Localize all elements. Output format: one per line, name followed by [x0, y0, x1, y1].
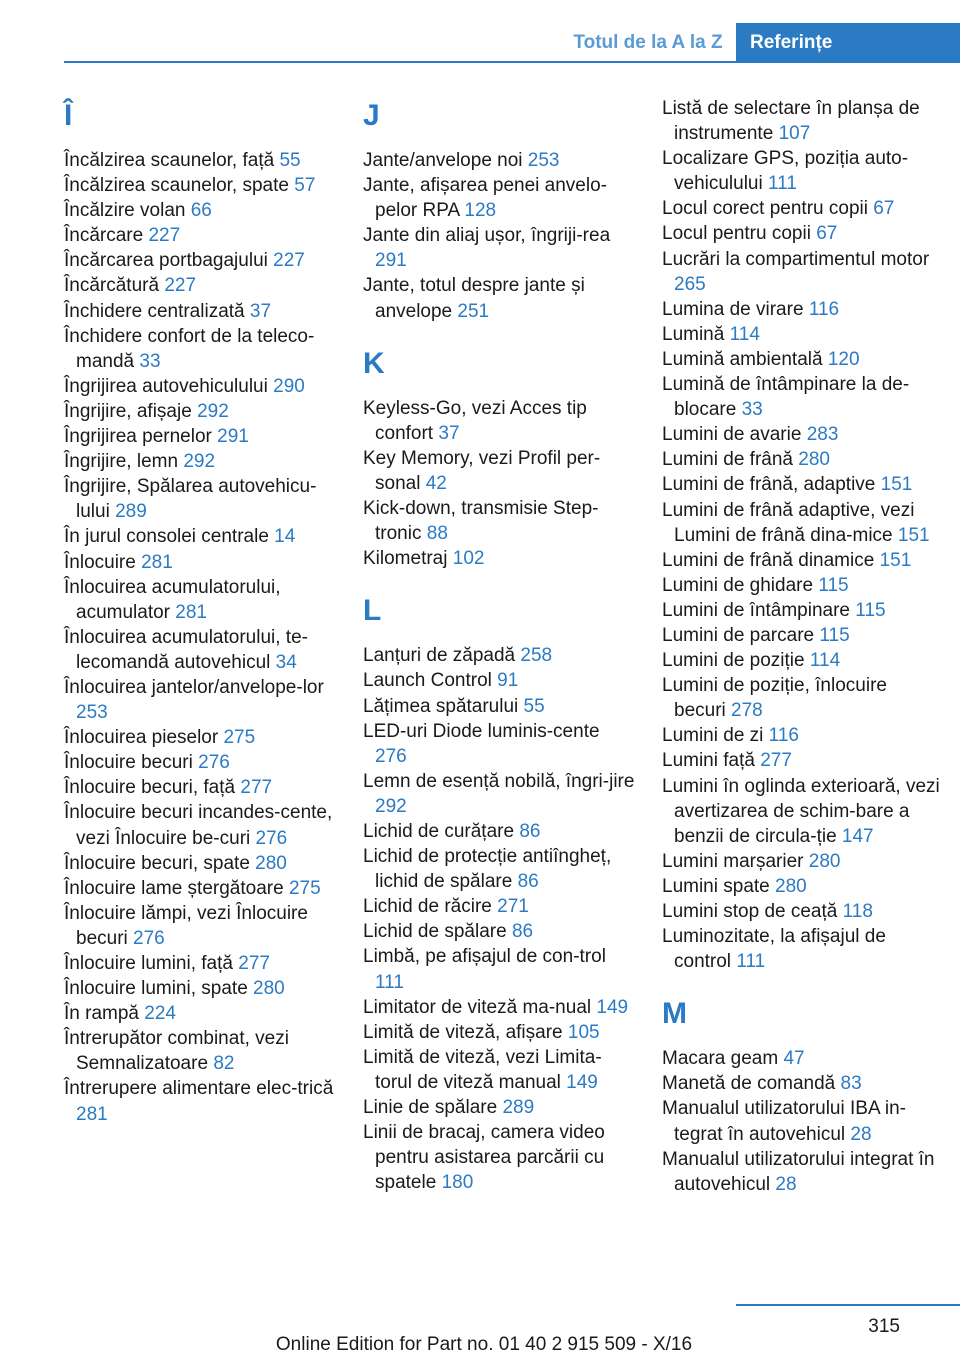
page-reference-link[interactable]: 86: [511, 921, 534, 943]
page-reference-link[interactable]: 115: [855, 599, 886, 621]
index-entry: [64, 248, 336, 273]
page-reference-link[interactable]: 107: [778, 123, 811, 145]
index-entry: [64, 424, 336, 449]
page-reference-link[interactable]: 33: [139, 350, 161, 372]
entry-term: Lumină de întâmpinare la de-blocare: [662, 374, 910, 421]
page-reference-link[interactable]: 120: [827, 348, 860, 370]
index-entry: [64, 775, 336, 800]
entry-term: Lumini marșarier: [662, 850, 804, 872]
entry-term: Jante, afișarea penei anvelo-pelor RPA: [363, 175, 607, 222]
index-letter-heading: K: [363, 346, 385, 380]
entry-term: Întrerupere alimentare elec-trică: [64, 1078, 334, 1100]
index-column-2: [363, 96, 635, 1195]
entry-term: Lemn de esență nobilă, îngri-jire: [363, 770, 635, 792]
page-reference-link[interactable]: 280: [255, 852, 287, 874]
index-entry: [662, 447, 942, 472]
index-entry: [363, 396, 635, 446]
entry-term: Macara geam: [662, 1048, 779, 1070]
index-entry: [662, 548, 942, 573]
entry-term: Înlocuirea pieselor: [64, 727, 219, 749]
entry-term: Încărcătură: [64, 275, 160, 297]
entry-term: Manualul utilizatorului IBA in-tegrat în autovehicul: [662, 1098, 906, 1145]
index-entry: [363, 919, 635, 944]
index-group: [662, 96, 942, 974]
index-entry: [64, 951, 336, 976]
index-entry: [363, 496, 635, 546]
index-entry: [363, 668, 635, 693]
index-entry: [662, 673, 942, 723]
edition-text: Online Edition for Part no. 01 40 2 915 509 - X/16: [275, 1334, 693, 1355]
index-entry: [64, 1076, 336, 1126]
entry-term: Lumini de poziție, înlocuire becuri: [662, 675, 887, 722]
entry-term: Înlocuire becuri, față: [64, 777, 236, 799]
page-reference-link[interactable]: 28: [850, 1123, 872, 1145]
index-entry: [363, 1045, 635, 1095]
entry-term: Lumini de avarie: [662, 424, 802, 446]
entry-term: Limitator de viteză ma-nual: [363, 996, 592, 1018]
index-entry: [64, 675, 336, 725]
index-entry: [662, 297, 942, 322]
index-entry: [64, 550, 336, 575]
entry-term: Limbă, pe afișajul de con-trol: [363, 946, 606, 968]
entry-term: Manualul utilizatorului integrat în autovehicul: [662, 1148, 935, 1195]
page-reference-link[interactable]: 28: [775, 1173, 797, 1195]
entry-term: Înlocuire lumini, spate: [64, 978, 248, 1000]
index-letter-heading: J: [363, 99, 380, 132]
page-reference-link[interactable]: 291: [375, 250, 407, 272]
index-entry: [363, 694, 635, 719]
entry-term: Înlocuire lumini, față: [64, 953, 233, 974]
page-reference-link[interactable]: 105: [567, 1021, 600, 1043]
index-entry: [662, 347, 942, 372]
page-reference-link[interactable]: 290: [273, 375, 305, 397]
index-entry: [662, 1147, 942, 1197]
entry-term: Lichid de curățare: [363, 820, 515, 842]
index-entry: [363, 546, 635, 571]
page-reference-link[interactable]: 276: [375, 745, 407, 767]
page-reference-link[interactable]: 37: [438, 422, 460, 444]
page-reference-link[interactable]: 292: [197, 400, 229, 422]
page-reference-link[interactable]: 277: [760, 750, 792, 772]
page-reference-link[interactable]: 151: [880, 474, 913, 496]
page-reference-link[interactable]: 276: [198, 752, 230, 774]
entry-term: Îngrijire, Spălarea autovehicu-lului: [64, 476, 317, 523]
index-entry: [662, 623, 942, 648]
entry-term: Înlocuirea acumulatorului, te-lecomandă autovehicul: [64, 626, 308, 673]
entry-term: Încălzirea scaunelor, spate: [64, 175, 289, 197]
index-entry: [662, 748, 942, 773]
entry-term: Lumini de frână adaptive, vezi Lumini de frână dina-mice: [662, 499, 915, 546]
page-reference-link[interactable]: 102: [452, 548, 485, 570]
index-entry: [64, 299, 336, 324]
page-reference-link[interactable]: 47: [783, 1048, 805, 1070]
index-entry: [64, 1001, 336, 1026]
page-reference-link[interactable]: 57: [294, 175, 316, 197]
entry-term: Lumini stop de ceață: [662, 901, 838, 922]
entry-term: Lumini față: [662, 750, 755, 772]
entry-term: Lichid de protecție antiîngheț, lichid de spălare: [363, 846, 612, 893]
index-entry: [662, 924, 942, 974]
index-entry: [662, 1046, 942, 1071]
entry-term: Key Memory, vezi Profil per-sonal: [363, 447, 601, 494]
entry-term: Locul pentru copii: [662, 223, 811, 245]
index-entry: [662, 322, 942, 347]
index-entry: [64, 876, 336, 901]
entry-term: Lucrări la compartimentul motor: [662, 248, 930, 270]
index-entry: [662, 723, 942, 748]
page-reference-link[interactable]: 118: [842, 901, 873, 922]
entry-term: Lumini în oglinda exterioară, vezi avertizarea de schim-bare a benzii de circula-ție: [662, 775, 940, 847]
entry-term: Îngrijire, lemn: [64, 451, 179, 473]
page-reference-link[interactable]: 128: [464, 200, 497, 222]
index-group: [64, 96, 336, 1127]
entry-term: Localizare GPS, poziția auto-vehiculului: [662, 148, 909, 195]
index-entry: [363, 719, 635, 769]
entry-term: Încălzire volan: [64, 200, 186, 222]
page-reference-link[interactable]: 227: [164, 275, 197, 297]
page-reference-link[interactable]: 86: [519, 820, 541, 842]
entry-term: Lanțuri de zăpadă: [363, 645, 516, 667]
page-reference-link[interactable]: 42: [425, 472, 447, 494]
entry-term: Launch Control: [363, 670, 492, 692]
chapter-tab: Referințe: [736, 23, 960, 62]
index-entry: [64, 273, 336, 298]
entry-term: Limită de viteză, vezi Limita-torul de viteză manual: [363, 1046, 602, 1093]
index-group: [363, 591, 635, 1195]
index-entry: [363, 148, 635, 173]
entry-term: Înlocuire becuri, spate: [64, 852, 250, 874]
index-entry: [662, 573, 942, 598]
page-reference-link[interactable]: 289: [502, 1097, 535, 1118]
page-reference-link[interactable]: 283: [806, 424, 839, 446]
entry-term: Kick-down, transmisie Step-tronic: [363, 498, 599, 545]
entry-term: Închidere confort de la teleco-mandă: [64, 325, 315, 372]
page-reference-link[interactable]: 86: [517, 871, 539, 893]
page-reference-link[interactable]: 281: [76, 1103, 108, 1125]
page-reference-link[interactable]: 227: [148, 225, 181, 247]
index-entry: [363, 769, 635, 819]
entry-term: Încărcarea portbagajului: [64, 250, 268, 272]
entry-term: Înlocuire lame ștergătoare: [64, 877, 284, 899]
index-entry: [662, 472, 942, 497]
index-entry: [64, 976, 336, 1001]
page-reference-link[interactable]: 114: [729, 323, 760, 345]
entry-term: Încărcare: [64, 225, 144, 247]
index-entry: [662, 899, 942, 924]
page-reference-link[interactable]: 291: [217, 426, 249, 448]
page-reference-link[interactable]: 115: [818, 574, 849, 596]
entry-term: Jante/anvelope noi: [363, 150, 523, 171]
page-reference-link[interactable]: 114: [809, 650, 841, 672]
index-entry: [64, 575, 336, 625]
page-reference-link[interactable]: 149: [596, 996, 629, 1018]
entry-term: Luminozitate, la afișajul de control: [662, 926, 886, 973]
entry-term: Linii de bracaj, camera video pentru asistarea parcării cu spatele: [363, 1122, 605, 1194]
page-reference-link[interactable]: 149: [566, 1071, 598, 1093]
page-reference-link[interactable]: 276: [133, 927, 165, 949]
entry-term: Lumini de poziție: [662, 650, 805, 672]
index-entry: [64, 374, 336, 399]
entry-term: Lumini de frână dinamice: [662, 549, 875, 571]
page-reference-link[interactable]: 67: [873, 198, 895, 220]
entry-term: Lumini de întâmpinare: [662, 599, 850, 621]
entry-term: Lumina de virare: [662, 298, 804, 320]
page-reference-link[interactable]: 251: [457, 300, 490, 322]
index-entry: [64, 198, 336, 223]
index-entry: [64, 901, 336, 951]
index-entry: [64, 399, 336, 424]
page-reference-link[interactable]: 88: [426, 523, 448, 545]
page-reference-link[interactable]: 151: [897, 524, 930, 546]
entry-term: Lumini de frână: [662, 449, 793, 471]
page-reference-link[interactable]: 147: [841, 825, 874, 847]
entry-term: Înlocuirea acumulatorului, acumulator: [64, 576, 281, 623]
entry-term: LED-uri Diode luminis-cente: [363, 720, 600, 742]
index-entry: [64, 449, 336, 474]
page-reference-link[interactable]: 116: [808, 298, 840, 320]
entry-term: Listă de selectare în planșa de instrumente: [662, 98, 920, 145]
entry-term: Întrerupător combinat, vezi Semnalizatoare: [64, 1028, 289, 1075]
index-entry: [64, 173, 336, 198]
entry-term: Lumini spate: [662, 875, 770, 897]
page-reference-link[interactable]: 34: [275, 651, 297, 673]
entry-term: Locul corect pentru copii: [662, 198, 868, 220]
index-entry: [662, 221, 942, 246]
index-letter-heading: M: [662, 997, 687, 1031]
index-entry: [64, 750, 336, 775]
index-entry: [662, 196, 942, 221]
entry-term: În rampă: [64, 1003, 139, 1025]
page-reference-link[interactable]: 276: [255, 827, 288, 849]
page-reference-link[interactable]: 111: [768, 173, 797, 195]
index-entry: [363, 995, 635, 1020]
index-entry: [363, 894, 635, 919]
index-group: [363, 344, 635, 572]
index-entry: [363, 819, 635, 844]
index-entry: [363, 643, 635, 668]
index-entry: [64, 625, 336, 675]
index-entry: [662, 146, 942, 196]
index-entry: [64, 148, 336, 173]
entry-term: Îngrijire, afișaje: [64, 400, 192, 422]
index-entry: [363, 173, 635, 223]
entry-term: Jante, totul despre jante și anvelope: [363, 275, 585, 322]
page-header: [0, 0, 960, 62]
page-number: 315: [868, 1316, 900, 1337]
entry-term: Keyless-Go, vezi Acces tip confort: [363, 397, 587, 444]
entry-term: Lumini de zi: [662, 725, 764, 747]
entry-term: Kilometraj: [363, 548, 448, 570]
entry-term: Linie de spălare: [363, 1097, 498, 1118]
entry-term: Închidere centralizată: [64, 300, 245, 322]
index-entry: [662, 96, 942, 146]
index-entry: [662, 874, 942, 899]
index-column-3: [662, 96, 942, 1197]
page-reference-link[interactable]: 289: [115, 501, 147, 523]
index-group: [363, 96, 635, 324]
page-reference-link[interactable]: 66: [190, 200, 212, 222]
index-entry: [662, 498, 942, 548]
index-letter-heading: L: [363, 594, 382, 628]
index-entry: [363, 1020, 635, 1045]
index-group: [662, 994, 942, 1197]
page-reference-link[interactable]: 33: [741, 399, 763, 421]
entry-term: Manetă de comandă: [662, 1073, 836, 1095]
page-reference-link[interactable]: 55: [279, 150, 301, 171]
header-divider: [64, 61, 960, 63]
footer: [0, 1334, 960, 1356]
entry-term: Jante din aliaj ușor, îngriji-rea: [363, 225, 611, 247]
index-entry: [662, 648, 942, 673]
index-entry: [64, 324, 336, 374]
page-reference-link[interactable]: 271: [497, 896, 529, 918]
entry-term: Înlocuire: [64, 551, 136, 573]
entry-term: Îngrijirea autovehiculului: [64, 375, 268, 397]
page-reference-link[interactable]: 83: [840, 1073, 862, 1095]
entry-term: Lumină: [662, 323, 725, 345]
entry-term: Lumină ambientală: [662, 348, 823, 370]
page-reference-link[interactable]: 67: [816, 223, 838, 245]
index-entry: [363, 944, 635, 994]
page-number-divider: [736, 1304, 960, 1306]
index-entry: [64, 524, 336, 549]
index-entry: [662, 849, 942, 874]
page-reference-link[interactable]: 14: [274, 526, 296, 548]
page-reference-link[interactable]: 37: [249, 300, 272, 322]
page-reference-link[interactable]: 227: [273, 250, 305, 272]
index-entry: [662, 1096, 942, 1146]
entry-term: Înlocuire lămpi, vezi Înlocuire becuri: [64, 902, 308, 949]
entry-term: Lichid de răcire: [363, 896, 492, 918]
entry-term: Încălzirea scaunelor, față: [64, 150, 275, 171]
entry-term: În jurul consolei centrale: [64, 526, 269, 548]
page-reference-link[interactable]: 281: [175, 601, 207, 623]
page-reference-link[interactable]: 116: [768, 725, 799, 747]
page-reference-link[interactable]: 281: [141, 551, 173, 573]
entry-term: Înlocuire becuri incandes-cente, vezi Înlocuire be-curi: [64, 802, 333, 849]
page-reference-link[interactable]: 280: [775, 875, 807, 897]
index-entry: [64, 223, 336, 248]
entry-term: Limită de viteză, afișare: [363, 1021, 563, 1043]
index-entry: [64, 1026, 336, 1076]
page-reference-link[interactable]: 275: [223, 727, 256, 749]
index-column-1: [64, 96, 336, 1127]
index-entry: [363, 1095, 635, 1120]
section-title: Totul de la A la Z: [573, 31, 723, 53]
page-reference-link[interactable]: 91: [497, 670, 519, 692]
page-reference-link[interactable]: 275: [288, 877, 321, 899]
page-reference-link[interactable]: 180: [441, 1172, 474, 1194]
entry-term: Îngrijirea pernelor: [64, 426, 212, 448]
page-reference-link[interactable]: 280: [798, 449, 830, 471]
index-entry: [662, 372, 942, 422]
entry-term: Lumini de frână, adaptive: [662, 474, 876, 496]
index-entry: [662, 247, 942, 297]
page-reference-link[interactable]: 265: [674, 273, 706, 295]
index-entry: [662, 1071, 942, 1096]
entry-term: Înlocuirea jantelor/anvelope-lor: [64, 676, 324, 698]
entry-term: Lățimea spătarului: [363, 695, 519, 717]
index-entry: [662, 774, 942, 849]
page-reference-link[interactable]: 253: [527, 150, 560, 171]
page-reference-link[interactable]: 277: [238, 953, 270, 974]
index-letter-heading: Î: [64, 99, 73, 132]
index-entry: [64, 851, 336, 876]
entry-term: Înlocuire becuri: [64, 752, 193, 774]
page-reference-link[interactable]: 224: [144, 1003, 176, 1025]
page-reference-link[interactable]: 278: [731, 700, 763, 722]
index-entry: [363, 446, 635, 496]
index-entry: [662, 598, 942, 623]
index-entry: [662, 422, 942, 447]
page-reference-link[interactable]: 115: [819, 624, 850, 646]
page-reference-link[interactable]: 277: [240, 777, 273, 799]
page-reference-link[interactable]: 253: [76, 702, 108, 724]
index-entry: [363, 1120, 635, 1195]
index-entry: [64, 800, 336, 850]
page-reference-link[interactable]: 292: [183, 451, 216, 473]
entry-term: Lumini de parcare: [662, 624, 815, 646]
entry-term: Lumini de ghidare: [662, 574, 814, 596]
page-reference-link[interactable]: 82: [213, 1053, 235, 1075]
page-reference-link[interactable]: 111: [375, 971, 404, 993]
index-entry: [363, 844, 635, 894]
index-entry: [363, 273, 635, 323]
page-reference-link[interactable]: 280: [808, 850, 841, 872]
page-reference-link[interactable]: 258: [520, 645, 553, 667]
index-entry: [363, 223, 635, 273]
index-entry: [64, 474, 336, 524]
page-reference-link[interactable]: 280: [253, 978, 285, 1000]
entry-term: Lichid de spălare: [363, 921, 507, 943]
page-reference-link[interactable]: 292: [375, 795, 407, 817]
page-reference-link[interactable]: 111: [736, 951, 766, 973]
index-entry: [64, 725, 336, 750]
page-reference-link[interactable]: 55: [523, 695, 545, 717]
page-reference-link[interactable]: 151: [879, 549, 912, 571]
